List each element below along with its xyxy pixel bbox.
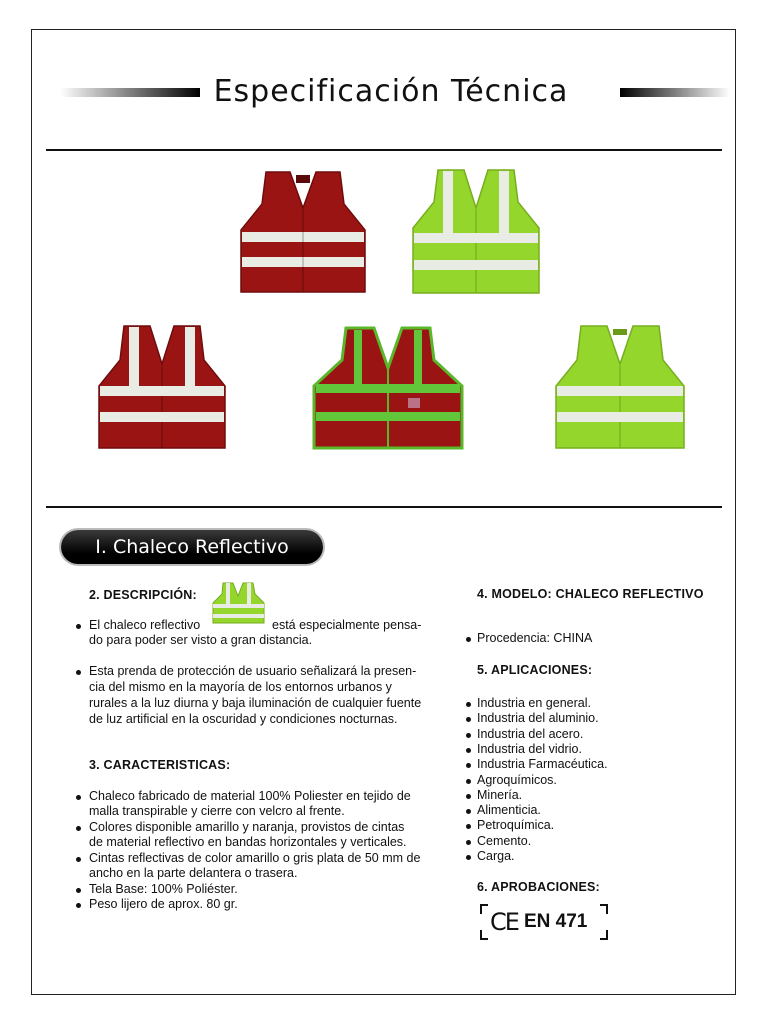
bullet: [76, 795, 81, 800]
middle-divider: [46, 506, 722, 508]
bullet: [466, 733, 471, 738]
ce-mark-icon: CE: [490, 908, 518, 936]
bullet: [466, 637, 471, 642]
caracteristica-1-l1: Chaleco fabricado de material 100% Poliester en tejido de: [89, 789, 411, 803]
vest-image-green-2: [553, 324, 687, 452]
caracteristica-2-l1: Colores disponible amarillo y naranja, provistos de cintas: [89, 820, 405, 834]
aplicacion-item: Alimenticia.: [477, 803, 541, 818]
caracteristica-1-l2: malla transpirable y cierre con velcro al frente.: [89, 804, 345, 818]
aplicacion-item: Carga.: [477, 849, 515, 863]
caracteristicas-heading: 3. CARACTERISTICAS:: [89, 758, 231, 772]
aplicacion-item: Minería.: [477, 787, 523, 802]
section-badge: [61, 530, 323, 564]
bullet: [466, 702, 471, 707]
vest-image-red-2: [96, 324, 228, 452]
vest-thumbnail-icon: [212, 582, 265, 624]
aplicacion-item: Industria en general.: [477, 696, 591, 710]
standard-label: EN 471: [524, 911, 588, 932]
modelo-heading: 4. MODELO: CHALECO REFLECTIVO: [477, 587, 704, 601]
descripcion-text-2-l3: rurales a la luz diurna y baja iluminación de cualquier fuente: [89, 696, 422, 710]
bullet: [466, 855, 471, 860]
bullet: [466, 779, 471, 784]
aplicacion-item: Industria del acero.: [477, 726, 584, 741]
descripcion-text-2-l4: de luz artificial en la oscuridad y condiciones nocturnas.: [89, 712, 398, 726]
descripcion-text-1b: está especialmente pensa-: [272, 618, 422, 632]
vest-image-red-1: [238, 170, 368, 295]
aplicacion-item: Industria Farmacéutica.: [477, 757, 608, 772]
bullet: [466, 794, 471, 799]
procedencia-text: Procedencia: CHINA: [477, 631, 593, 645]
bullet: [466, 748, 471, 753]
aplicacion-item: Agroquímicos.: [477, 772, 557, 787]
aplicacion-item: Industria del vidrio.: [477, 741, 582, 756]
caracteristica-2-l2: de material reflectivo en bandas horizontales y verticales.: [89, 835, 407, 849]
vest-image-red-green-3: [310, 326, 466, 452]
descripcion-text-2-l1: Esta prenda de protección de usuario señalizará la presen-: [89, 664, 417, 678]
bullet: [76, 857, 81, 862]
bullet: [76, 670, 81, 675]
header: [40, 72, 730, 112]
descripcion-text-2-l2: cia del mismo en la mayoría de los entornos urbanos y: [89, 680, 392, 694]
aplicaciones-heading: 5. APLICACIONES:: [477, 663, 593, 677]
top-divider: [46, 149, 722, 151]
aplicacion-item: Petroquímica.: [477, 818, 555, 833]
title-bar-right: [620, 88, 730, 97]
vest-image-green-1: [410, 168, 542, 296]
descripcion-text-1a: El chaleco reflectivo: [89, 618, 201, 632]
descripcion-text-1c: do para poder ser visto a gran distancia.: [89, 633, 313, 647]
bullet: [466, 840, 471, 845]
bullet: [76, 888, 81, 893]
certification-badge: [480, 904, 608, 940]
bullet: [76, 903, 81, 908]
descripcion-heading: 2. DESCRIPCIÓN:: [89, 588, 197, 602]
caracteristica-3-l1: Cintas reflectivas de color amarillo o gris plata de 50 mm de: [89, 851, 421, 865]
caracteristica-5: Peso lijero de aprox. 80 gr.: [89, 897, 238, 911]
bullet: [76, 826, 81, 831]
page-title: Especificación Técnica: [213, 74, 569, 109]
caracteristica-4: Tela Base: 100% Poliéster.: [89, 882, 238, 896]
aplicacion-item: Cemento.: [477, 833, 532, 848]
section-title: I. Chaleco Reflectivo: [95, 536, 289, 558]
caracteristica-3-l2: ancho en la parte delantera o trasera.: [89, 866, 298, 880]
aplicacion-item: Industria del aluminio.: [477, 711, 599, 726]
aprobaciones-heading: 6. APROBACIONES:: [477, 880, 600, 894]
bullet: [76, 624, 81, 629]
